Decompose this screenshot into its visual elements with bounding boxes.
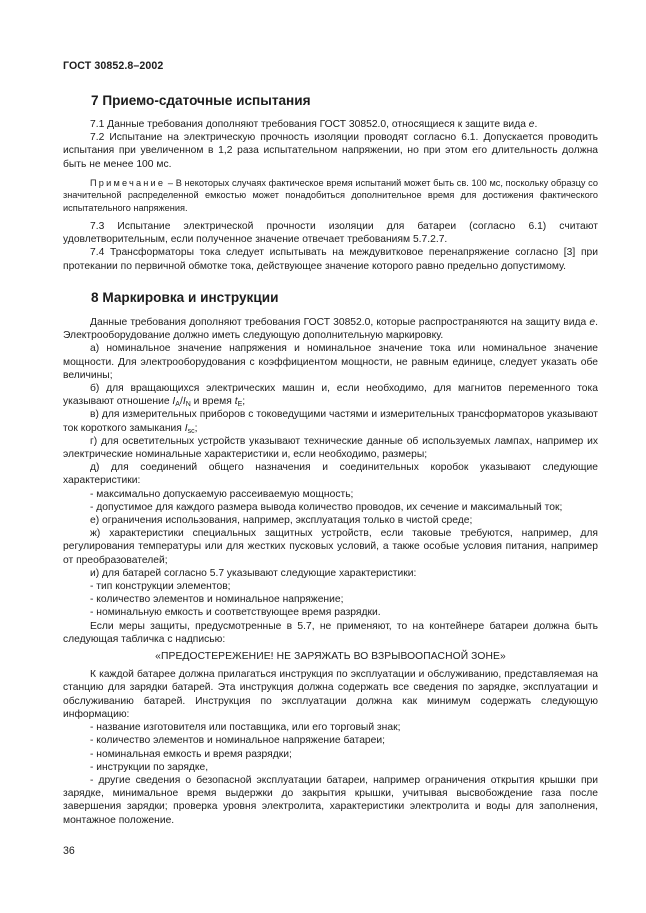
manual-paragraph: К каждой батарее должна прилагаться инструкция по эксплуатации и обслуживанию, представляемая на станцию для зарядки батарей. Эта инструкция должна содержать все сведения по зарядке, эксплуатации и обслуживанию батарей. Инструкция по эксплуатации должна как минимум содержать следующую информацию: [63, 669, 598, 720]
list-item: - количество элементов и номинальное напряжение батареи; [90, 735, 385, 747]
section-8-body [63, 316, 598, 827]
item-d: д) для соединений общего назначения и соединительных коробок указывают следующие характеристики: [63, 462, 598, 487]
item-e: е) ограничения использования, например, эксплуатация только в чистой среде; [90, 515, 473, 527]
item-b: б) для вращающихся электрических машин и, если необходимо, для магнитов переменного тока указывают отношение $I_A/I_N$ и время $t_E$; [63, 383, 598, 409]
item-g: г) для осветительных устройств указывают технические данные об используемых лампах, например их электрические номинальные характеристики и, если необходимо, размеры; [63, 435, 598, 461]
paragraph-7-2: 7.2 Испытание на электрическую прочность изоляции проводят согласно 6.1. Допускается проводить испытания при увеличенном в 1,2 раза испытательном напряжении, но при этом его длительность должна быть не менее 100 мс. [63, 132, 598, 170]
item-zh: ж) характеристики специальных защитных устройств, если таковые требуются, например, для регулирования температуры или для жестких пусковых условий, а также особые условия питания, например от преобразователей; [63, 528, 598, 566]
note-paragraph: Примечание – В некоторых случаях фактическое время испытаний может быть св. 100 мс, поскольку образцу со значительной распределенной емкостью может понадобиться дополнительное время для достижения фактического испытательного напряжения. [63, 177, 598, 213]
section-8-title: 8 Маркировка и инструкции [91, 290, 279, 305]
item-i: и) для батарей согласно 5.7 указывают следующие характеристики: [90, 567, 417, 579]
note-label: Примечание [90, 177, 166, 188]
section-7-body [63, 118, 598, 273]
item-a: а) номинальное значение напряжения и номинальное значение тока или номинальное значение мощности. Для электрооборудования с коэффициентом мощности, не равным единице, следует указать обе величины; [63, 343, 598, 381]
section-7-title: 7 Приемо-сдаточные испытания [91, 93, 311, 108]
if-measures-paragraph: Если меры защиты, предусмотренные в 5.7, не применяют, то на контейнере батареи должна быть следующая табличка с надписью: [63, 620, 598, 645]
caution-label-text: «ПРЕДОСТЕРЕЖЕНИЕ! НЕ ЗАРЯЖАТЬ ВО ВЗРЫВООПАСНОЙ ЗОНЕ» [155, 651, 506, 663]
item-v: в) для измерительных приборов с токоведущими частями и измерительных трансформаторов указывают ток короткого замыкания $I_{sc}$; [63, 409, 598, 435]
paragraph-7-3: 7.3 Испытание электрической прочности изоляции для батареи (согласно 6.1) считают удовлетворительным, если полученное значение отвечает требованиям 5.7.2.7. [63, 221, 598, 246]
list-item: - номинальная емкость и время разрядки; [90, 748, 292, 760]
paragraph-7-1: 7.1 Данные требования дополняют требования ГОСТ 30852.0, относящиеся к защите вида е. [90, 119, 538, 130]
list-item: - инструкции по зарядке, [90, 761, 209, 773]
list-item: - допустимое для каждого размера вывода количество проводов, их сечение и максимальный ток; [90, 501, 563, 513]
paragraph-7-4: 7.4 Трансформаторы тока следует испытывать на междувитковое перенапряжение согласно [3] при протекании по первичной обмотке тока, действующее значение которого равно предельно допустимому. [63, 247, 598, 272]
section-8-intro: Данные требования дополняют требования ГОСТ 30852.0, которые распространяются на защиту вида е. Электрооборудование должно иметь следующую дополнительную маркировку. [63, 317, 598, 342]
list-item: - тип конструкции элементов; [90, 581, 231, 593]
list-item: - максимально допускаемую рассеиваемую мощность; [90, 488, 354, 500]
list-item: - номинальную емкость и соответствующее время разрядки. [90, 607, 381, 619]
list-item: - другие сведения о безопасной эксплуатации батареи, например ограничения открытия крышки при зарядке, минимальное время выдержки до закрытия крышки, учитывая высвобождение газа после завершения зарядки; проверка уровня электролита, характеристики электролита и воды для заполнения, монтажное положение. [63, 774, 598, 826]
page-number: 36 [63, 845, 75, 857]
list-item: - название изготовителя или поставщика, или его торговый знак; [90, 722, 401, 734]
list-item: - количество элементов и номинальное напряжение; [90, 594, 344, 606]
document-header: ГОСТ 30852.8–2002 [63, 60, 164, 72]
